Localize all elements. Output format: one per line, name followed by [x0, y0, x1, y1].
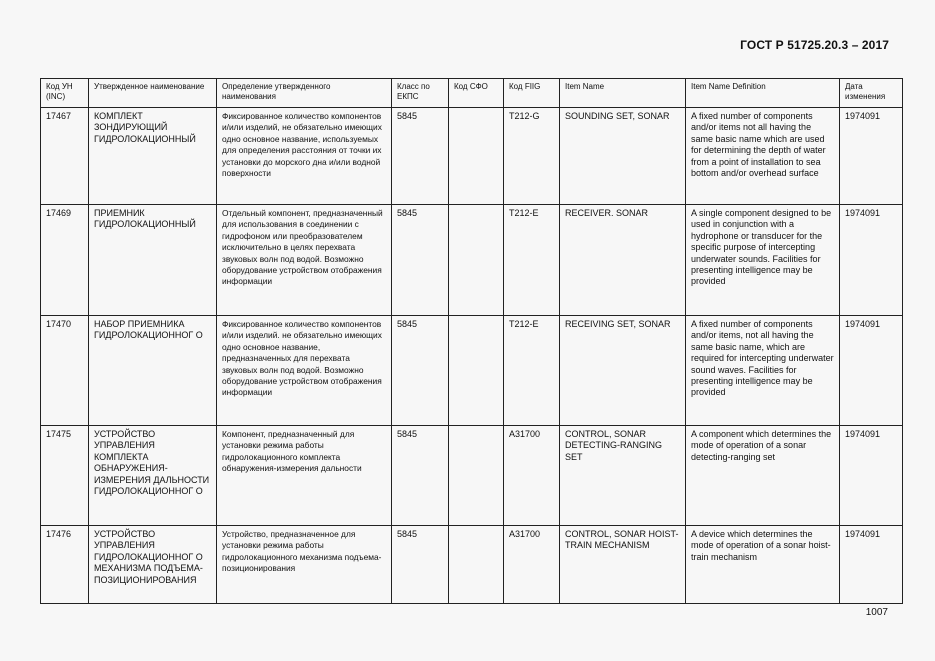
cell-sfo: [449, 205, 504, 316]
cell-definition: Фиксированное количество компонентов и/или изделий, не обязательно имеющих одно основное название, используемых для определения расстояния от точки их установки до морского дна и/или водной поверхности: [217, 108, 392, 205]
cell-item-definition: A fixed number of components and/or items, not all having the same basic name, which are required for intercepting underwater sound waves. Facilities for presenting intelligence may be provided: [686, 316, 840, 426]
cell-inc: 17476: [41, 526, 89, 604]
cell-name: ПРИЕМНИК ГИДРОЛОКАЦИОННЫЙ: [89, 205, 217, 316]
cell-name: НАБОР ПРИЕМНИКА ГИДРОЛОКАЦИОННОГ О: [89, 316, 217, 426]
column-header-class: Класс по ЕКПС: [392, 79, 449, 108]
column-header-item-name: Item Name: [560, 79, 686, 108]
cell-sfo: [449, 526, 504, 604]
cell-item-name: RECEIVING SET, SONAR: [560, 316, 686, 426]
cell-class: 5845: [392, 108, 449, 205]
table-row: [41, 426, 903, 526]
cell-item-definition: A single component designed to be used in conjunction with a hydrophone or transducer for the specific purpose of intercepting underwater sounds. Facilities for presenting intelligence may be provided: [686, 205, 840, 316]
cell-inc: 17470: [41, 316, 89, 426]
cell-class: 5845: [392, 526, 449, 604]
cell-name: УСТРОЙСТВО УПРАВЛЕНИЯ КОМПЛЕКТА ОБНАРУЖЕНИЯ-ИЗМЕРЕНИЯ ДАЛЬНОСТИ ГИДРОЛОКАЦИОННОГ О: [89, 426, 217, 526]
cell-item-name: CONTROL, SONAR DETECTING-RANGING SET: [560, 426, 686, 526]
cell-item-name: RECEIVER. SONAR: [560, 205, 686, 316]
cell-item-definition: A device which determines the mode of operation of a sonar hoist-train mechanism: [686, 526, 840, 604]
cell-fiig: A31700: [504, 526, 560, 604]
table-row: [41, 205, 903, 316]
cell-fiig: A31700: [504, 426, 560, 526]
cell-definition: Отдельный компонент, предназначенный для использования в соединении с гидрофоном или преобразователем исключительно в целях перехвата звуковых волн под водой. Возможно оборудование устройством отображения информации: [217, 205, 392, 316]
cell-definition: Компонент, предназначенный для установки режима работы гидролокационного комплекта обнаружения-измерения дальности: [217, 426, 392, 526]
cell-item-definition: A component which determines the mode of operation of a sonar detecting-ranging set: [686, 426, 840, 526]
page-number: 1007: [865, 607, 888, 618]
column-header-name: Утвержденное наименование: [89, 79, 217, 108]
cell-sfo: [449, 426, 504, 526]
table-row: [41, 108, 903, 205]
cell-class: 5845: [392, 316, 449, 426]
column-header-sfo: Код СФО: [449, 79, 504, 108]
column-header-fiig: Код FIIG: [504, 79, 560, 108]
cell-item-name: SOUNDING SET, SONAR: [560, 108, 686, 205]
cell-definition: Устройство, предназначенное для установки режима работы гидролокационного механизма подъема-позиционирования: [217, 526, 392, 604]
cell-item-name: CONTROL, SONAR HOIST-TRAIN MECHANISM: [560, 526, 686, 604]
column-header-inc: Код УН (INC): [41, 79, 89, 108]
cell-class: 5845: [392, 426, 449, 526]
cell-fiig: T212-E: [504, 205, 560, 316]
table-header-row: [41, 79, 903, 108]
cell-sfo: [449, 108, 504, 205]
cell-class: 5845: [392, 205, 449, 316]
cell-date: 1974091: [840, 205, 903, 316]
items-table: [40, 78, 903, 604]
cell-inc: 17469: [41, 205, 89, 316]
cell-date: 1974091: [840, 316, 903, 426]
cell-date: 1974091: [840, 426, 903, 526]
column-header-item-definition: Item Name Definition: [686, 79, 840, 108]
cell-fiig: T212-G: [504, 108, 560, 205]
cell-name: УСТРОЙСТВО УПРАВЛЕНИЯ ГИДРОЛОКАЦИОННОГ О МЕХАНИЗМА ПОДЪЕМА-ПОЗИЦИОНИРОВАНИЯ: [89, 526, 217, 604]
cell-sfo: [449, 316, 504, 426]
document-id: ГОСТ Р 51725.20.3 – 2017: [740, 38, 889, 52]
cell-name: КОМПЛЕКТ ЗОНДИРУЮЩИЙ ГИДРОЛОКАЦИОННЫЙ: [89, 108, 217, 205]
cell-item-definition: A fixed number of components and/or items not all having the same basic name which are used for determining the depth of water from a point of installation to sea bottom and/or overhead surface: [686, 108, 840, 205]
table-row: [41, 316, 903, 426]
cell-inc: 17467: [41, 108, 89, 205]
cell-definition: Фиксированное количество компонентов и/или изделий. не обязательно имеющих одно основное название, предназначенных для перехвата звуковых волн под водой. Возможно оборудование устройством отображения информации: [217, 316, 392, 426]
cell-date: 1974091: [840, 526, 903, 604]
cell-inc: 17475: [41, 426, 89, 526]
cell-date: 1974091: [840, 108, 903, 205]
column-header-date: Дата изменения: [840, 79, 903, 108]
cell-fiig: T212-E: [504, 316, 560, 426]
table-row: [41, 526, 903, 604]
column-header-definition: Определение утвержденного наименования: [217, 79, 392, 108]
